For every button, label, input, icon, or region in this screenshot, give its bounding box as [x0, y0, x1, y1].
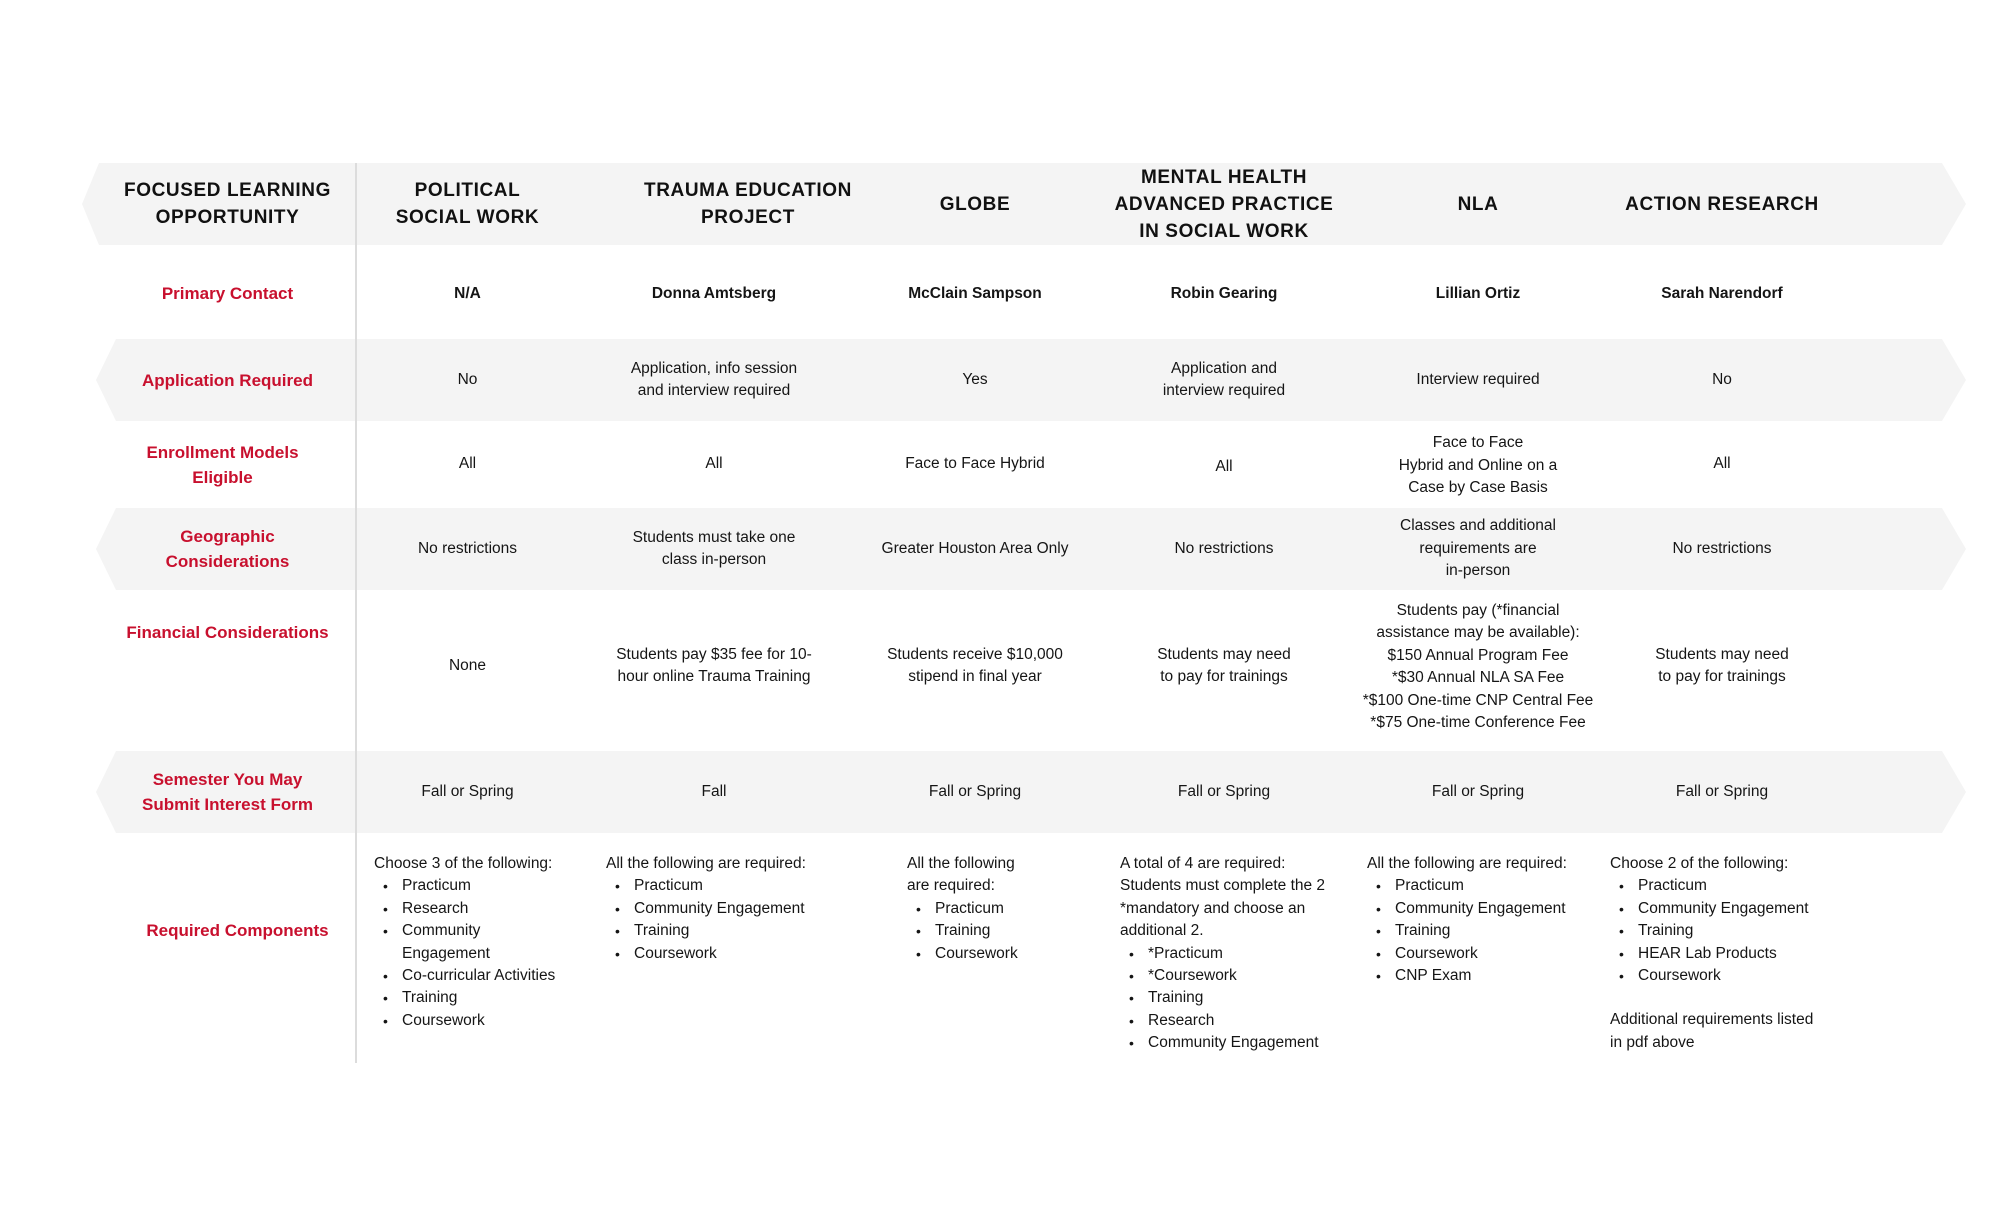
- list-item: • Practicum: [1395, 875, 1607, 897]
- list-item: • Community Engagement: [1395, 898, 1607, 920]
- list-item: • Coursework: [935, 943, 1077, 965]
- contact-mental-health: Robin Gearing: [1170, 284, 1278, 302]
- geographic-trauma: Students must take one class in-person: [632, 528, 796, 568]
- row-label-enrollment-models: Enrollment Models Eligible: [146, 443, 299, 487]
- row-label-geographic: Geographic Considerations: [165, 527, 290, 571]
- list-item: • Coursework: [1395, 943, 1607, 965]
- geographic-globe: Greater Houston Area Only: [881, 539, 1069, 557]
- semester-trauma: Fall: [701, 782, 727, 800]
- required-action-research: Choose 2 of the following: • Practicum • Community Engagement • Training • HEAR Lab Products • Coursework Additional requirements listed in pdf above: [1610, 853, 1850, 1054]
- financial-mental-health: Students may need to pay for trainings: [1157, 645, 1291, 685]
- header-globe: GLOBE: [939, 193, 1011, 215]
- application-mental-health: Application and interview required: [1162, 359, 1286, 399]
- required-list: [907, 898, 1077, 965]
- geographic-nla: Classes and additional requirements are in-person: [1400, 517, 1556, 580]
- list-item: • Community Engagement: [1148, 1032, 1350, 1054]
- enrollment-mental-health: All: [1215, 457, 1233, 475]
- row-label-primary-contact: Primary Contact: [161, 283, 294, 303]
- required-list: [1610, 875, 1850, 987]
- list-item: • Coursework: [1638, 965, 1850, 987]
- contact-globe: McClain Sampson: [908, 284, 1042, 302]
- financial-globe: Students receive $10,000 stipend in final year: [887, 645, 1063, 685]
- header-label: FOCUSED LEARNING OPPORTUNITY: [124, 180, 331, 228]
- required-nla: All the following are required: • Practicum • Community Engagement • Training • Coursework • CNP Exam: [1367, 853, 1607, 987]
- required-trauma: All the following are required: • Practicum • Community Engagement • Training • Coursework: [606, 853, 846, 965]
- required-mental-health: A total of 4 are required: Students must complete the 2 *mandatory and choose an additional 2. • *Practicum • *Coursework • Training • Research • Community Engagement: [1120, 853, 1350, 1055]
- financial-nla: Students pay (*financial assistance may be available): $150 Annual Program Fee *$30 Annual NLA SA Fee *$100 One-time CNP Central Fee *$75 One-time Conference Fee: [1362, 601, 1594, 731]
- geographic-mental-health: No restrictions: [1174, 539, 1274, 557]
- list-item: • Training: [935, 920, 1077, 942]
- enrollment-political: All: [458, 454, 477, 472]
- required-list: [374, 875, 584, 1032]
- list-item: • Co-curricular Activities: [402, 965, 584, 987]
- required-list: [1120, 943, 1350, 1055]
- list-item: • Training: [1148, 987, 1350, 1009]
- enrollment-nla: Face to Face Hybrid and Online on a Case by Case Basis: [1398, 434, 1558, 497]
- list-item: • Training: [1395, 920, 1607, 942]
- contact-political: N/A: [454, 284, 481, 302]
- semester-nla: Fall or Spring: [1431, 782, 1525, 800]
- row-label-required-components: Required Components: [146, 920, 329, 940]
- list-item: • Training: [634, 920, 846, 942]
- list-item: • Research: [402, 898, 584, 920]
- header-political-social-work: POLITICAL SOCIAL WORK: [395, 180, 540, 228]
- additional-requirements-note: Additional requirements listed in pdf above: [1610, 1011, 1814, 1051]
- list-item: • Training: [1638, 920, 1850, 942]
- required-globe: All the following are required: • Practicum • Training • Coursework: [907, 853, 1077, 965]
- required-political: Choose 3 of the following: • Practicum • Research • Community Engagement • Co-curricular Activities • Training • Coursework: [374, 853, 584, 1032]
- contact-action-research: Sarah Narendorf: [1661, 284, 1783, 302]
- list-item: • Practicum: [634, 875, 846, 897]
- application-political: No: [457, 370, 478, 388]
- list-item: • Practicum: [935, 898, 1077, 920]
- list-item: • Practicum: [402, 875, 584, 897]
- geographic-action-research: No restrictions: [1672, 539, 1772, 557]
- header-action-research: ACTION RESEARCH: [1625, 193, 1819, 215]
- enrollment-globe: Face to Face Hybrid: [905, 454, 1045, 472]
- contact-trauma: Donna Amtsberg: [651, 284, 777, 302]
- semester-globe: Fall or Spring: [928, 782, 1022, 800]
- list-item: • Practicum: [1638, 875, 1850, 897]
- list-item: • HEAR Lab Products: [1638, 943, 1850, 965]
- list-item: • Community Engagement: [402, 920, 584, 965]
- required-list: [1367, 875, 1607, 987]
- enrollment-action-research: All: [1713, 454, 1731, 472]
- semester-political: Fall or Spring: [421, 782, 514, 800]
- header-mental-health: MENTAL HEALTH ADVANCED PRACTICE IN SOCIAL WORK: [1114, 166, 1334, 242]
- list-item: • Community Engagement: [634, 898, 846, 920]
- semester-mental-health: Fall or Spring: [1177, 782, 1271, 800]
- row-label-financial: Financial Considerations: [126, 622, 329, 642]
- list-item: • *Coursework: [1148, 965, 1350, 987]
- list-item: • Research: [1148, 1010, 1350, 1032]
- semester-action-research: Fall or Spring: [1675, 782, 1769, 800]
- required-list: [606, 875, 846, 965]
- geographic-political: No restrictions: [417, 539, 518, 557]
- list-item: • CNP Exam: [1395, 965, 1607, 987]
- application-nla: Interview required: [1416, 370, 1540, 388]
- list-item: • Community Engagement: [1638, 898, 1850, 920]
- row-label-semester: Semester You May Submit Interest Form: [142, 770, 313, 814]
- header-trauma-education-project: TRAUMA EDUCATION PROJECT: [643, 180, 853, 228]
- financial-action-research: Students may need to pay for trainings: [1655, 645, 1789, 685]
- financial-trauma: Students pay $35 fee for 10- hour online Trauma Training: [616, 645, 812, 685]
- list-item: • Coursework: [634, 943, 846, 965]
- header-nla: NLA: [1457, 193, 1499, 215]
- financial-political: None: [448, 656, 487, 674]
- row-label-application-required: Application Required: [142, 370, 313, 390]
- application-globe: Yes: [962, 370, 988, 388]
- enrollment-trauma: All: [705, 454, 723, 472]
- application-trauma: Application, info session and interview required: [630, 359, 798, 399]
- list-item: • Training: [402, 987, 584, 1009]
- application-action-research: No: [1712, 370, 1732, 388]
- contact-nla: Lillian Ortiz: [1435, 284, 1521, 302]
- list-item: • Coursework: [402, 1010, 584, 1032]
- list-item: • *Practicum: [1148, 943, 1350, 965]
